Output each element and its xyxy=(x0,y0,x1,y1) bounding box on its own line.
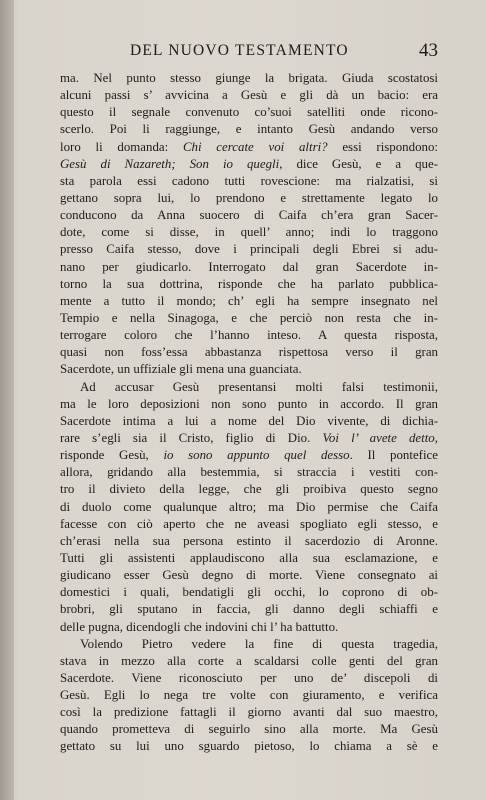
text-line xyxy=(60,584,438,601)
text-line xyxy=(60,173,438,190)
text-line xyxy=(60,139,438,156)
text-segment: Ad accusar Gesù presentansi molti falsi testimonii, xyxy=(80,379,438,394)
text-segment: allora, gridando alla bestemmia, si straccia i vestiti con- xyxy=(60,465,438,480)
text-line xyxy=(60,550,438,567)
text-line xyxy=(60,619,438,636)
text-segment: essi rispondono: xyxy=(327,139,438,154)
text-line xyxy=(60,293,438,310)
text-segment: così la predizione fattagli il giorno avanti dal suo maestro, xyxy=(60,705,438,720)
text-segment: giudicano esser Gesù degno di morte. Viene consegnato ai xyxy=(60,568,438,583)
text-segment: sta parola essi cadono tutti rovescione: ma rialzatisi, si xyxy=(60,173,438,188)
text-line xyxy=(60,241,438,258)
text-line xyxy=(60,87,438,104)
text-line xyxy=(60,653,438,670)
text-line xyxy=(60,567,438,584)
text-segment: brobri, gli sputano in faccia, gli danno degli schiaffi e xyxy=(60,602,438,617)
text-segment: alcuni passi s’ avvicina a Gesù e gli dà un bacio: era xyxy=(60,88,438,103)
text-segment: stava in mezzo alla corte a scaldarsi colle genti del gran xyxy=(60,653,438,668)
text-line xyxy=(60,533,438,550)
text-segment: terrogare coloro che l’hanno inteso. A questa risposta, xyxy=(60,328,438,343)
italic-text-segment: io sono appunto quel desso xyxy=(163,448,350,463)
text-segment: domestici i quali, bendatigli gli occhi, lo coprono di ob- xyxy=(60,585,438,600)
text-line xyxy=(60,121,438,138)
text-segment: gettano sopra lui, lo prendono e strettamente legato lo xyxy=(60,190,438,205)
page-spine-shadow xyxy=(0,0,14,800)
text-segment: gettato su lui uno sguardo pietoso, lo chiama a sè e xyxy=(60,739,438,754)
text-segment: ch’erasi nella sua persona estinto il sacerdozio di Aronne. xyxy=(60,533,438,548)
text-line xyxy=(60,499,438,516)
text-segment: Gesù. Egli lo nega tre volte con giuramento, e verifica xyxy=(60,688,438,703)
text-segment: Sacerdote. Viene riconosciuto per uno de’ discepoli di xyxy=(60,670,438,685)
page-number: 43 xyxy=(419,40,438,61)
text-segment: presso Caifa stesso, dove i principali degli Ebrei si adu- xyxy=(60,242,438,257)
text-segment: . Il pontefice xyxy=(349,448,438,463)
text-segment: quando prometteva di seguirlo sino alla morte. Ma Gesù xyxy=(60,722,438,737)
text-segment: mente a tutto il mondo; ch’ egli ha sempre insegnato nel xyxy=(60,293,438,308)
text-segment: , xyxy=(434,430,438,445)
text-line xyxy=(60,721,438,738)
text-line xyxy=(60,396,438,413)
text-line xyxy=(60,259,438,276)
running-title: DEL NUOVO TESTAMENTO xyxy=(130,42,349,59)
text-segment: nano per giudicarlo. Interrogato dal gran Sacerdote in- xyxy=(60,259,438,274)
text-line xyxy=(60,361,438,378)
text-line xyxy=(60,156,438,173)
text-segment: conducono da Anna suocero di Caifa ch’era gran Sacer- xyxy=(60,208,438,223)
text-segment: rare s’egli sia il Cristo, figlio di Dio. xyxy=(60,430,323,445)
text-segment: scerlo. Poi li raggiunge, e intanto Gesù andando verso xyxy=(60,122,438,137)
text-line xyxy=(60,430,438,447)
text-line xyxy=(60,413,438,430)
text-segment: risponde Gesù, xyxy=(60,448,164,463)
text-line xyxy=(60,481,438,498)
text-line xyxy=(60,344,438,361)
text-line xyxy=(60,704,438,721)
text-line xyxy=(60,276,438,293)
italic-text-segment: Voi l’ avete detto xyxy=(322,430,435,445)
text-segment: tro il divieto della legge, che gli proibiva questo segno xyxy=(60,482,438,497)
text-line xyxy=(60,464,438,481)
text-segment: questo il segnale convenuto co’suoi satelliti onde ricono- xyxy=(60,105,438,120)
text-segment: Volendo Pietro vedere la fine di questa tragedia, xyxy=(80,636,438,651)
text-segment: ma le loro deposizioni non sono punto in accordo. Il gran xyxy=(60,396,438,411)
text-segment: Tempio e nella Sinagoga, e che perciò non resta che in- xyxy=(60,310,438,325)
text-line xyxy=(60,687,438,704)
text-line xyxy=(60,601,438,618)
text-segment: Sacerdote, un uffiziale gli mena una guanciata. xyxy=(60,362,302,377)
text-line xyxy=(60,224,438,241)
page-header xyxy=(60,42,438,64)
text-line xyxy=(60,516,438,533)
text-segment: di duolo come qualunque altro; ma Dio permise che Caifa xyxy=(60,499,438,514)
text-segment: , dice Gesù, e a que- xyxy=(279,156,438,171)
text-line xyxy=(60,310,438,327)
text-segment: Tutti gli assistenti applaudiscono alla sua esclamazione, e xyxy=(60,550,438,565)
text-segment: delle pugna, dicendogli che indovini chi l’ ha battutto. xyxy=(60,619,339,634)
text-segment: torno la sua dottrina, risponde che ha parlato pubblica- xyxy=(60,276,438,291)
text-line xyxy=(60,70,438,87)
text-line xyxy=(60,447,438,464)
text-segment: ma. Nel punto stesso giunge la brigata. Giuda scostatosi xyxy=(60,71,438,85)
italic-text-segment: Chi cercate voi altri? xyxy=(182,139,328,154)
text-line xyxy=(60,104,438,121)
text-segment: facesse con ciò aperto che ne aveasi spogliato egli stesso, e xyxy=(60,516,438,531)
text-line xyxy=(60,190,438,207)
text-line xyxy=(60,636,438,653)
text-segment: Sacerdote intima a lui a nome del Dio vivente, di dichia- xyxy=(60,413,438,428)
text-segment: dote, come si disse, in quell’ anno; indi lo traggono xyxy=(60,225,438,240)
italic-text-segment: Gesù di Nazareth; Son io quegli xyxy=(60,156,280,171)
text-line xyxy=(60,379,438,396)
text-line xyxy=(60,738,438,755)
text-segment: quasi non foss’essa abbastanza rispettosa verso il gran xyxy=(60,345,438,360)
text-segment: loro li domanda: xyxy=(60,139,183,154)
body-text xyxy=(60,70,438,756)
text-line xyxy=(60,207,438,224)
text-line xyxy=(60,327,438,344)
text-line xyxy=(60,670,438,687)
